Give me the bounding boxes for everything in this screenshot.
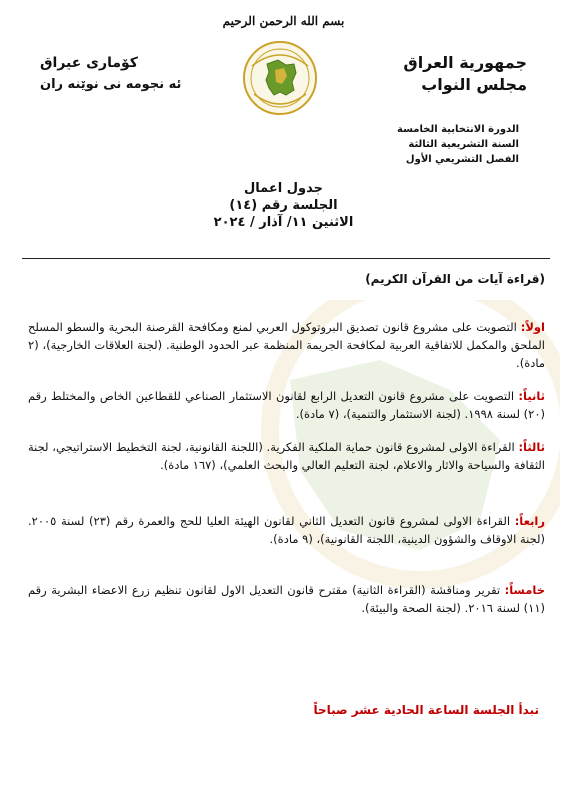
item-text: تقرير ومناقشة (القراءة الثانية) مقترح قانون التعديل الاول لقانون تنظيم زرع الاعضاء البشرية رقم (١١) لسنة ٢٠١٦. (لجنة الصحة والبيئة). xyxy=(28,583,545,615)
agenda-item-5 xyxy=(28,581,545,617)
agenda-item-3 xyxy=(28,438,545,474)
agenda-item-1 xyxy=(28,318,545,372)
item-text: التصويت على مشروع قانون تصديق البروتوكول العربي لمنع ومكافحة القرصنة البحرية والسطو المسلح الملحق والمكمل للاتفاقية العربية لمكافحة الجريمة المنظمة عبر الحدود الوطنية. (لجنة العلاقات الخارجية)، (٢ مادة). xyxy=(28,320,545,370)
session-number: الجلسة رقم (١٤) xyxy=(229,198,338,213)
item-number: ثالثاً: xyxy=(518,440,546,454)
council-name-kurdish: ئه نجومه نى نوێنه ران xyxy=(40,77,182,92)
session-info xyxy=(397,122,519,167)
divider xyxy=(22,258,550,259)
agenda-item-4 xyxy=(28,512,545,548)
country-name: جمهورية العراق xyxy=(403,53,527,72)
item-text: التصويت على مشروع قانون التعديل الرابع لقانون الاستثمار الصناعي للقطاعين الخاص والمختلط رقم (٢٠) لسنة ١٩٩٨. (لجنة الاستثمار والتنمية)، (٧ مادة). xyxy=(28,389,545,421)
agenda-item-2 xyxy=(28,387,545,423)
council-name: مجلس النواب xyxy=(421,75,527,94)
country-name-kurdish: كۆمارى عيراق xyxy=(40,55,138,71)
agenda-heading xyxy=(0,180,567,231)
item-text: القراءة الاولى لمشروع قانون التعديل الثاني لقانون الهيئة العليا للحج والعمرة رقم (٢٣) لسنة ٢٠٠٥. (لجنة الاوقاف والشؤون الدينية، اللجنة القانونية)، (٩ مادة). xyxy=(28,514,545,546)
item-number: ثانياً: xyxy=(518,389,545,403)
session-start-time: تبدأ الجلسة الساعة الحادية عشر صباحاً xyxy=(313,703,539,717)
header-arabic xyxy=(403,52,527,96)
item-number: اولاً: xyxy=(520,320,546,334)
electoral-term: الدورة الانتخابية الخامسة xyxy=(397,124,519,135)
session-date: الاثنين ١١/ آذار / ٢٠٢٤ xyxy=(213,215,354,230)
item-number: خامساً: xyxy=(504,583,545,597)
legislative-year: السنة التشريعية الثالثة xyxy=(408,139,519,150)
basmala: بسم الله الرحمن الرحيم xyxy=(222,14,345,28)
item-text: القراءة الاولى لمشروع قانون حماية الملكية الفكرية. (اللجنة القانونية، لجنة التخطيط الاستراتيجي، لجنة الثقافة والسياحة والاثار والاعلام، لجنة التعليم العالي والبحث العلمي)، (١٦٧ مادة). xyxy=(28,440,545,472)
agenda-title: جدول اعمال xyxy=(244,181,323,196)
item-number: رابعاً: xyxy=(514,514,545,528)
legislative-term: الفصل التشريعي الأول xyxy=(405,154,519,165)
opening-quran-reading: (قراءة آيات من القرآن الكريم) xyxy=(365,272,545,286)
header-kurdish xyxy=(40,52,210,96)
parliament-logo-icon xyxy=(242,40,318,116)
